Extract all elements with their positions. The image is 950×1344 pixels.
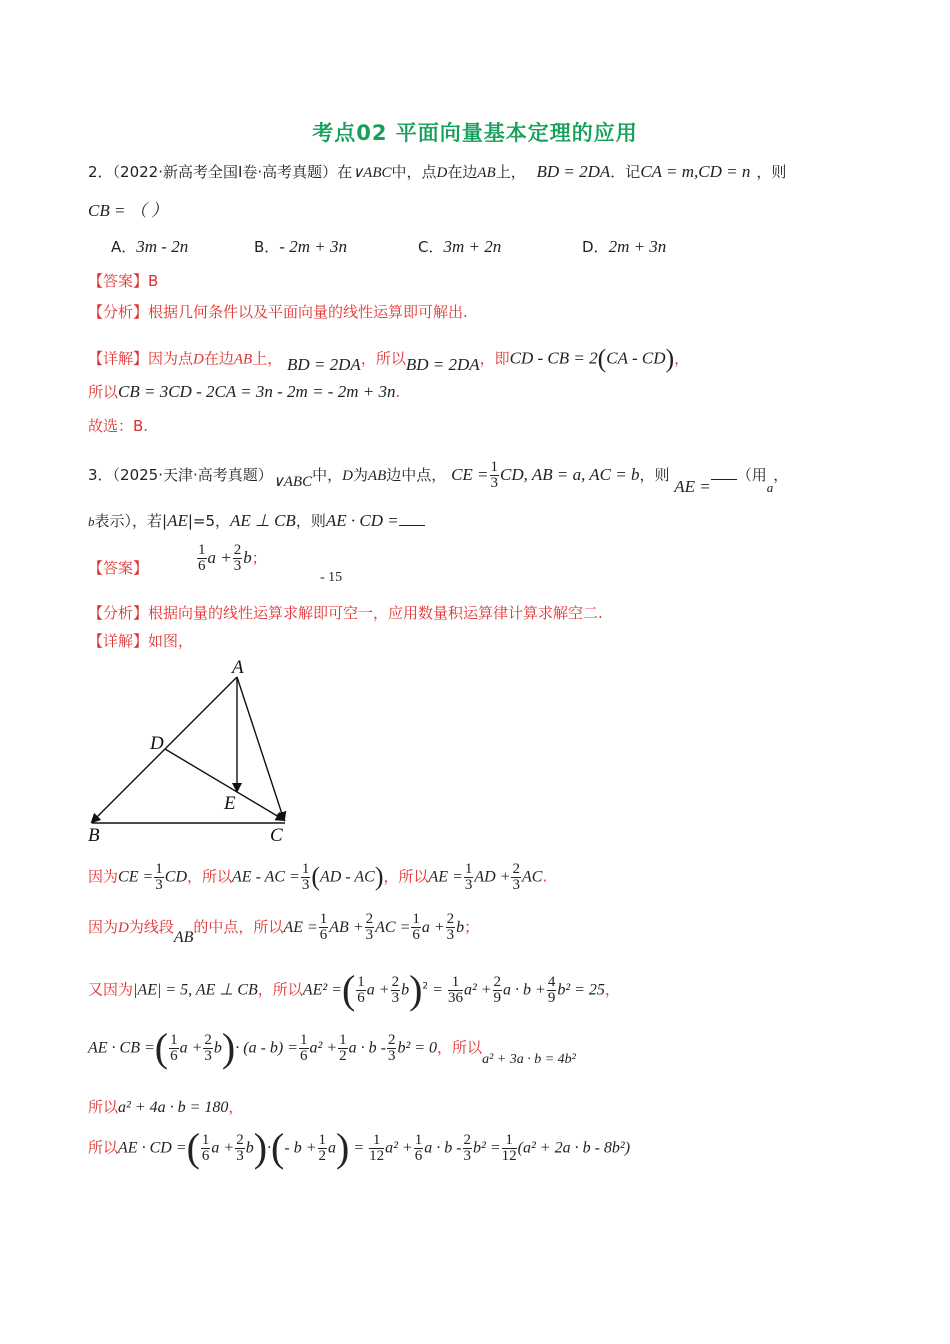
- eq: ·: [267, 1139, 272, 1157]
- frac: $\frac{2}{3}$: [446, 911, 455, 943]
- answer-blank-2[interactable]: [399, 511, 425, 526]
- text: 为线段: [128, 918, 174, 936]
- eq: a² + 3a · b = 4b²: [482, 1051, 576, 1067]
- text: D: [342, 468, 353, 484]
- q2-text: ．记: [610, 163, 641, 181]
- text: 的中点，所以: [193, 918, 284, 936]
- eq: AC =: [375, 919, 411, 936]
- eq: (a² + 2a · b - 8b²): [517, 1139, 631, 1157]
- eq: AE =: [428, 868, 463, 886]
- num: 1: [490, 459, 499, 475]
- frac: $\frac{2}{3}$: [233, 542, 242, 574]
- q2-stem-line2: CB = （ ）: [88, 201, 168, 220]
- option-label: C．: [418, 238, 444, 256]
- frac: $\frac{1}{3}$: [301, 860, 310, 893]
- frac: $\frac{1}{6}$: [170, 1031, 178, 1064]
- eq: AE: [167, 511, 188, 530]
- q3-step1: 因为CE = $\frac{1}{3}$ CD，所以AE - AC = $\frac{1}{3}$ (AD - AC)，所以AE = $\frac{1}{3}$ AD + $\frac{2}{3}$ AC.: [88, 860, 548, 893]
- text: .: [542, 867, 548, 886]
- q2-side-ab: AB: [477, 165, 496, 181]
- text: 所以: [88, 1098, 119, 1116]
- q2-option-c: [418, 237, 501, 257]
- eq: b: [245, 1139, 254, 1157]
- frac: $\frac{1}{12}$: [369, 1131, 385, 1164]
- eq: a +: [421, 919, 445, 936]
- eq: CE =: [118, 868, 154, 886]
- frac: $\frac{1}{3}$: [155, 860, 163, 893]
- q3-stem: [88, 459, 789, 496]
- detail-text: 如图，: [148, 632, 194, 650]
- q3-step5: [88, 1097, 243, 1118]
- q3-triangle: ∨ABC: [272, 474, 313, 490]
- q2-text: 在边: [447, 163, 478, 181]
- q3-answer-1: [196, 543, 267, 574]
- q3-detail: [88, 631, 193, 651]
- text: 所以: [88, 383, 119, 401]
- q2-text: 上，: [495, 163, 526, 181]
- option-value: 2m + 3n: [608, 237, 667, 256]
- q2-text: ，则: [756, 163, 787, 181]
- eq: b: [456, 919, 465, 936]
- eq: - b +: [284, 1139, 317, 1157]
- text: 因为: [88, 918, 119, 936]
- eq: CA - CD: [606, 348, 666, 368]
- text: ；: [464, 918, 480, 936]
- eq: a +: [207, 548, 232, 567]
- eq: AE =: [674, 477, 711, 496]
- text: 表示），若|: [94, 512, 168, 530]
- text: a: [766, 480, 774, 495]
- q3-answer-2: - 15: [320, 570, 343, 585]
- frac: $\frac{2}{3}$: [236, 1131, 244, 1164]
- text: ，所以: [437, 1038, 483, 1057]
- q2-stem: [88, 162, 786, 183]
- label-b: B: [88, 825, 100, 845]
- eq: BD = 2DA: [405, 354, 480, 374]
- q2-text: 中，点: [391, 163, 437, 181]
- eq: AE - AC =: [232, 868, 300, 886]
- q2-option-d: [582, 237, 666, 257]
- text: ，: [228, 1098, 244, 1116]
- eq: a: [328, 1139, 336, 1157]
- eq: AD +: [474, 868, 511, 886]
- text: ，则: [639, 466, 670, 484]
- frac: $\frac{1}{2}$: [339, 1031, 347, 1064]
- text: ，: [674, 349, 690, 368]
- option-value: 3m - 2n: [136, 237, 189, 256]
- eq: a² +: [385, 1139, 413, 1157]
- text: D: [118, 920, 129, 936]
- label-e: E: [224, 793, 236, 814]
- frac: $\frac{1}{6}$: [357, 973, 365, 1006]
- text: ，所以: [187, 867, 233, 886]
- q3-analysis: [88, 603, 603, 623]
- q2-cond1: BD = 2DA: [536, 162, 611, 181]
- analysis-text: 根据几何条件以及平面向量的线性运算即可解出.: [148, 303, 468, 321]
- text: ；: [251, 549, 267, 567]
- q2-stem-pre: 2．（2022·新高考全国Ⅰ卷·高考真题）在: [88, 163, 353, 181]
- text: 因为: [88, 867, 119, 886]
- eq: a +: [179, 1039, 203, 1057]
- eq: a · b +: [503, 981, 546, 999]
- q2-cond2: CA = m,CD = n: [640, 162, 751, 181]
- text: 中，: [312, 466, 343, 484]
- option-label: D．: [582, 238, 609, 256]
- eq: b: [213, 1039, 222, 1057]
- q3-step6: 所以AE · CD =( $\frac{1}{6}$ a + $\frac{2}{3}$ b)·(- b + $\frac{1}{2}$ a) = $\frac{1}{12}$ a² + $\frac{1}{6}$ a · b - $\frac{2}{3}$ b² = $\frac{1}{12}$ (a² + 2a · b - 8b²): [88, 1125, 631, 1170]
- q2-option-b: [254, 237, 347, 257]
- eq: a · b -: [424, 1139, 462, 1157]
- text: 上，: [252, 349, 283, 368]
- frac: $\frac{1}{6}$: [412, 911, 420, 943]
- frac: $\frac{1}{6}$: [201, 1131, 210, 1164]
- eq: b² = 25: [557, 981, 605, 999]
- detail-tag: 【详解】: [88, 349, 149, 368]
- eq: CD: [164, 868, 187, 886]
- frac: $\frac{1}{36}$: [447, 973, 463, 1006]
- text: ，即: [479, 349, 510, 368]
- option-value: 3m + 2n: [443, 237, 502, 256]
- text: 所以: [88, 1138, 119, 1157]
- eq: b² = 0: [397, 1039, 438, 1057]
- eq: AB: [173, 929, 194, 946]
- q2-answer: [88, 271, 158, 291]
- eq: a · b -: [348, 1039, 386, 1057]
- q2-detail: 【详解】因为点D在边AB上， BD = 2DA，所以BD = 2DA，即CD - CB = 2(CA - CD)，: [88, 344, 690, 374]
- text: 又因为: [88, 980, 134, 999]
- frac: $\frac{2}{3}$: [365, 911, 374, 943]
- frac: $\frac{2}{3}$: [463, 1131, 472, 1164]
- text: 因为点: [148, 349, 194, 368]
- analysis-tag: 【分析】: [88, 604, 149, 622]
- answer-blank[interactable]: [711, 465, 737, 480]
- frac: [490, 460, 500, 491]
- q2-triangle: ∨ABC: [352, 165, 392, 181]
- eq: CD - CB = 2: [509, 348, 598, 368]
- eq: AE ⊥ CB: [230, 511, 296, 530]
- eq: BD = 2DA: [287, 354, 361, 374]
- text: D: [193, 351, 204, 368]
- frac: $\frac{1}{6}$: [319, 911, 328, 943]
- label-d: D: [150, 733, 164, 754]
- q3-step4: AE · CB =( $\frac{1}{6}$ a + $\frac{2}{3}$ b)· (a - b) = $\frac{1}{6}$ a² + $\frac{1}{2}$ a · b - $\frac{2}{3}$ b² = 0，所以a² + 3a · b = 4b²: [88, 1025, 576, 1070]
- frac: $\frac{2}{3}$: [387, 1031, 396, 1064]
- eq: CD, AB = a, AC = b: [500, 465, 640, 484]
- eq: b² =: [473, 1139, 501, 1157]
- detail-tag: 【详解】: [88, 632, 149, 650]
- frac: $\frac{2}{3}$: [204, 1031, 212, 1064]
- eq: AE =: [283, 919, 318, 936]
- frac: $\frac{1}{2}$: [318, 1131, 326, 1164]
- label-a: A: [232, 657, 244, 678]
- frac: $\frac{1}{12}$: [501, 1131, 517, 1164]
- q3-step2: [88, 911, 480, 946]
- option-label: B．: [254, 238, 280, 256]
- eq: AE · CD =: [118, 1139, 187, 1157]
- q2-option-a: [111, 237, 188, 257]
- eq: AE · CB =: [88, 1039, 155, 1057]
- text: .: [395, 383, 401, 401]
- text: AB: [233, 351, 253, 368]
- eq: AB +: [329, 919, 364, 936]
- text: AB: [367, 468, 387, 484]
- eq: AE² =: [302, 981, 342, 999]
- q2-detail-line2: [88, 382, 400, 402]
- eq: · (a - b) =: [235, 1039, 299, 1057]
- eq: AC: [521, 868, 543, 886]
- eq: a² + 4a · b = 180: [118, 1099, 229, 1116]
- triangle-diagram: [80, 655, 310, 845]
- eq: a² +: [463, 981, 492, 999]
- q3-stem-pre: 3．（2025·天津·高考真题）: [88, 466, 273, 484]
- frac: $\frac{1}{3}$: [464, 860, 473, 893]
- text: ，所以: [383, 867, 429, 886]
- eq: AD - AC: [320, 868, 375, 886]
- frac: $\frac{1}{6}$: [300, 1031, 308, 1064]
- eq: a +: [211, 1139, 235, 1157]
- frac: $\frac{2}{3}$: [391, 973, 400, 1006]
- text: ，则: [295, 512, 326, 530]
- eq: b: [243, 548, 252, 567]
- option-value: - 2m + 3n: [279, 237, 347, 256]
- eq: CB = 3CD - 2CA = 3n - 2m = - 2m + 3n: [118, 382, 396, 401]
- frac: $\frac{2}{3}$: [512, 860, 520, 893]
- text: b: [88, 514, 95, 529]
- den: 3: [490, 475, 499, 491]
- q3-answer-tag: 【答案】: [88, 559, 149, 577]
- option-label: A．: [111, 238, 137, 256]
- q2-point-d: D: [436, 165, 448, 181]
- text: （用: [736, 466, 767, 484]
- eq: |AE| = 5, AE ⊥ CB: [133, 981, 258, 999]
- q3-stem-line2: [88, 511, 425, 532]
- vector-ac: [237, 677, 284, 820]
- q2-analysis: [88, 302, 468, 322]
- frac: $\frac{1}{6}$: [414, 1131, 423, 1164]
- analysis-tag: 【分析】: [88, 303, 149, 321]
- page-title: 考点02 平面向量基本定理的应用: [312, 121, 638, 145]
- text: ，: [773, 466, 789, 484]
- text: ，所以: [257, 980, 303, 999]
- eq: AE · CD =: [325, 511, 399, 530]
- q3-step3: 又因为|AE| = 5, AE ⊥ CB，所以AE² =( $\frac{1}{6}$ a + $\frac{2}{3}$ b)$^2$ = $\frac{1}{36}$ a² + $\frac{2}{9}$ a · b + $\frac{4}{9}$ b² = 25，: [88, 967, 620, 1012]
- text: ，: [604, 980, 620, 999]
- label-c: C: [270, 825, 283, 845]
- eq: CE =: [451, 465, 489, 484]
- eq: a² +: [309, 1039, 338, 1057]
- text: 边中点，: [386, 466, 447, 484]
- text: 在边: [203, 349, 234, 368]
- frac: $\frac{1}{6}$: [198, 542, 206, 574]
- answer-value: B: [148, 272, 159, 290]
- answer-tag: 【答案】: [88, 272, 149, 290]
- analysis-text: 根据向量的线性运算求解即可空一，应用数量积运算律计算求解空二.: [148, 604, 603, 622]
- frac: $\frac{2}{9}$: [493, 973, 502, 1006]
- text: |=5，: [187, 512, 231, 530]
- eq: a +: [366, 981, 390, 999]
- q2-choose: 故选：B.: [88, 417, 149, 435]
- frac: $\frac{4}{9}$: [547, 973, 556, 1006]
- eq: b: [401, 981, 410, 999]
- vector-ab: [92, 677, 237, 822]
- text: 为: [352, 466, 368, 484]
- text: ，所以: [360, 349, 406, 368]
